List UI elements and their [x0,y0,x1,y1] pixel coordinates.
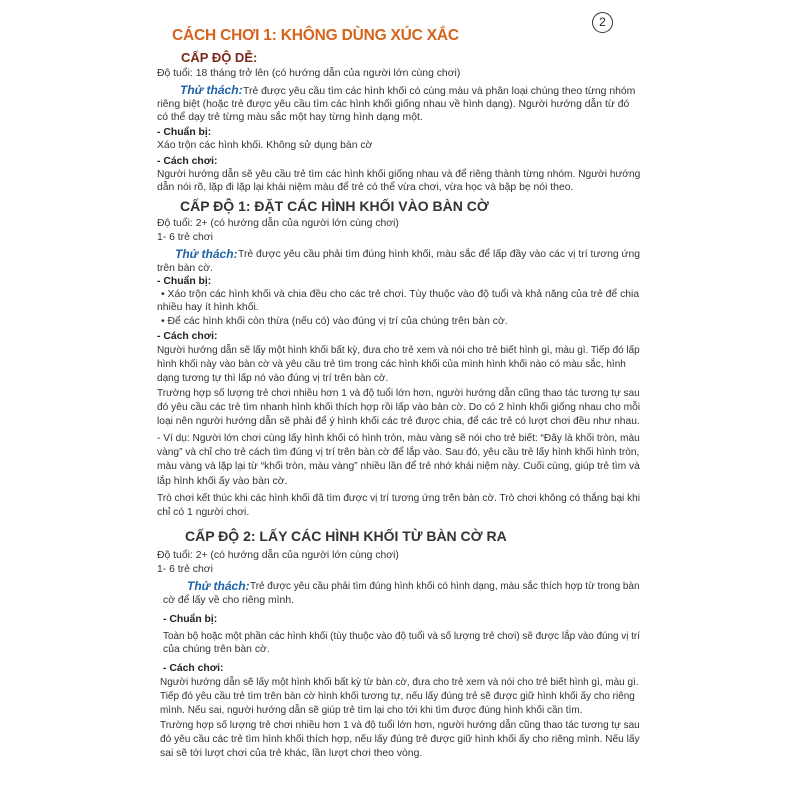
level-1-play-line: dạng tương tự thì lấp nó vào đúng vị trí trên bàn cờ. [157,373,389,385]
level-1-players: 1- 6 trẻ chơi [157,232,213,243]
level-easy-challenge-line-2: riêng biệt (hoặc trẻ được yêu cầu tìm các hình khối giống nhau về hình dạng). Người hướng dẫn từ đó [157,99,630,110]
page-number: 2 [592,12,613,33]
level-easy-challenge-line-3: có thể dạy trẻ từng màu sắc một hay từng hình dạng một. [157,112,423,123]
level-1-challenge-line-2: trên bàn cờ. [157,263,213,274]
level-2-play-line: Người hướng dẫn sẽ lấy một hình khối bất kỳ từ bàn cờ, đưa cho trẻ xem và nói cho trẻ biết hình gì, màu gì. [160,677,639,688]
level-easy-heading: CẤP ĐỘ DỄ: [181,50,258,65]
level-2-challenge-line-1: Trẻ được yêu cầu phải tìm đúng hình khối có hình dạng, màu sắc thích hợp từ trong bàn [250,581,640,592]
level-1-prep-line-2: nhiều hay ít hình khối. [157,302,259,313]
level-1-play-line: loại nên người hướng dẫn sẽ phải để ý hình khối các trẻ được chia, để các trẻ có lượt chơi đều như nhau. [157,416,640,428]
level-2-play-line: Trường hợp số lượng trẻ chơi nhiều hơn 1 và độ tuổi lớn hơn, người hướng dẫn cũng thao tác tương tự sau [160,719,640,731]
level-1-end-line: chỉ có 1 người chơi. [157,507,250,519]
level-2-heading: CẤP ĐỘ 2: LẤY CÁC HÌNH KHỐI TỪ BÀN CỜ RA [185,528,507,544]
level-easy-play-label: - Cách chơi: [157,156,218,167]
level-easy-prep-text: Xáo trộn các hình khối. Không sử dụng bàn cờ [157,140,373,151]
level-1-play-line: Trường hợp số lượng trẻ chơi nhiều hơn 1 và độ tuổi lớn hơn, người hướng dẫn cũng thao tác tương tự sau [157,387,640,399]
level-2-prep-line-2: của chúng trên bàn cờ. [163,644,270,655]
level-1-play-line: Người hướng dẫn sẽ lấy một hình khối bất kỳ, đưa cho trẻ xem và nói cho trẻ biết hình gì, màu gì. Tiếp đó lấp [157,345,640,356]
level-2-play-line: sai sẽ tới lượt chơi của trẻ khác, lần lượt chơi theo vòng. [160,748,423,760]
page-title: CÁCH CHƠI 1: KHÔNG DÙNG XÚC XẮC [172,27,459,44]
level-easy-challenge-label: Thử thách: [180,83,243,97]
level-2-prep-label: - Chuẩn bị: [163,614,218,625]
level-1-example-line: vàng” và chỉ cho trẻ cách tìm đúng vị trí trên bàn cờ để lắp vào. Sau đó, yêu cầu trẻ lấy hình khối hình tròn, [157,447,640,459]
level-1-example-line: màu vàng và lặp lại từ “khối tròn, màu vàng” nhiều lần để trẻ nhớ khái niệm này. Cuối cùng, giúp trẻ tìm và [157,461,640,473]
level-easy-challenge-line-1: Trẻ được yêu cầu tìm các hình khối có cùng màu và phân loại chúng theo từng nhóm [243,86,636,97]
level-easy-age: Độ tuổi: 18 tháng trở lên (có hướng dẫn của người lớn cùng chơi) [157,68,461,79]
level-2-players: 1- 6 trẻ chơi [157,564,213,575]
level-easy-play-line-2: dẫn nói rõ, lặp đi lặp lại khái niệm màu để trẻ có thể vừa chơi, vừa học và bập bẹ nói theo. [157,182,574,193]
level-1-prep-label: - Chuẩn bị: [157,276,212,287]
level-1-end [157,492,640,520]
level-2-age: Độ tuổi: 2+ (có hướng dẫn của người lớn cùng chơi) [157,550,399,561]
level-1-age: Độ tuổi: 2+ (có hướng dẫn của người lớn cùng chơi) [157,218,399,229]
level-2-play-line: mình. Nếu sai, người hướng dẫn sẽ giúp trẻ tìm lại cho tới khi tìm được đúng hình khối cần tìm. [160,705,583,717]
level-2-prep-line-1: Toàn bộ hoặc một phần các hình khối (tùy thuộc vào độ tuổi và số lượng trẻ chơi) sẽ được lắp vào đúng vị trí [163,631,640,642]
level-1-prep-line-3: • Để các hình khối còn thừa (nếu có) vào đúng vị trí của chúng trên bàn cờ. [161,316,508,327]
level-1-play-text [157,344,640,429]
level-1-play-line: hình khối này vào bàn cờ và yêu cầu trẻ tìm trong các hình khối của mình hình khối nào có màu sắc, hình [157,359,626,371]
level-2-play-line: Tiếp đó yêu cầu trẻ tìm trên bàn cờ hình khối tương tự, nếu lấy đúng trẻ sẽ được giữ hình khối ấy cho riêng [160,691,635,703]
level-1-heading: CẤP ĐỘ 1: ĐẶT CÁC HÌNH KHỐI VÀO BÀN CỜ [180,198,489,214]
level-1-challenge-line-1: Trẻ được yêu cầu phải tìm đúng hình khối, màu sắc để lấp đầy vào các vị trí tương ứng [238,249,641,260]
level-1-play-label: - Cách chơi: [157,331,218,342]
level-1-play-line: đó yêu cầu các trẻ tìm nhanh hình khối thích hợp rồi lấp vào bàn cờ. Do có 2 hình khối giống nhau cho mỗi [157,401,641,413]
level-1-challenge-label: Thử thách: [175,247,238,261]
level-easy-play-line-1: Người hướng dẫn sẽ yêu cầu trẻ tìm các hình khối giống nhau và để riêng thành từng nhóm. Người hướng [157,169,641,180]
level-2-play-line: đó yêu cầu các trẻ tìm hình khối thích hợp, nếu lấy đúng trẻ được giữ hình khối ấy cho riêng mình. Nếu lấy [160,733,640,745]
level-1-example [157,432,640,489]
level-2-play-text [160,676,640,761]
level-2-play-label: - Cách chơi: [163,663,224,674]
level-2-challenge-label: Thử thách: [187,579,250,593]
level-1-prep-line-1: • Xáo trộn các hình khối và chia đều cho các trẻ chơi. Tùy thuộc vào độ tuổi và khả năng của trẻ để chia [161,289,640,300]
level-1-example-line: lắp hình khối ấy vào bàn cờ. [157,475,288,487]
level-2-challenge-line-2: cờ để lấy về cho riêng mình. [163,595,294,606]
level-easy-prep-label: - Chuẩn bị: [157,127,212,138]
level-1-end-line: Trò chơi kết thúc khi các hình khối đã tìm được vị trí tương ứng trên bàn cờ. Trò chơi không có thắng bại khi [157,493,640,504]
level-1-example-line: - Ví dụ: Người lớn chơi cùng lấy hình khối có hình tròn, màu vàng sẽ nói cho trẻ biết: “Đây là khối tròn, màu [157,433,640,444]
